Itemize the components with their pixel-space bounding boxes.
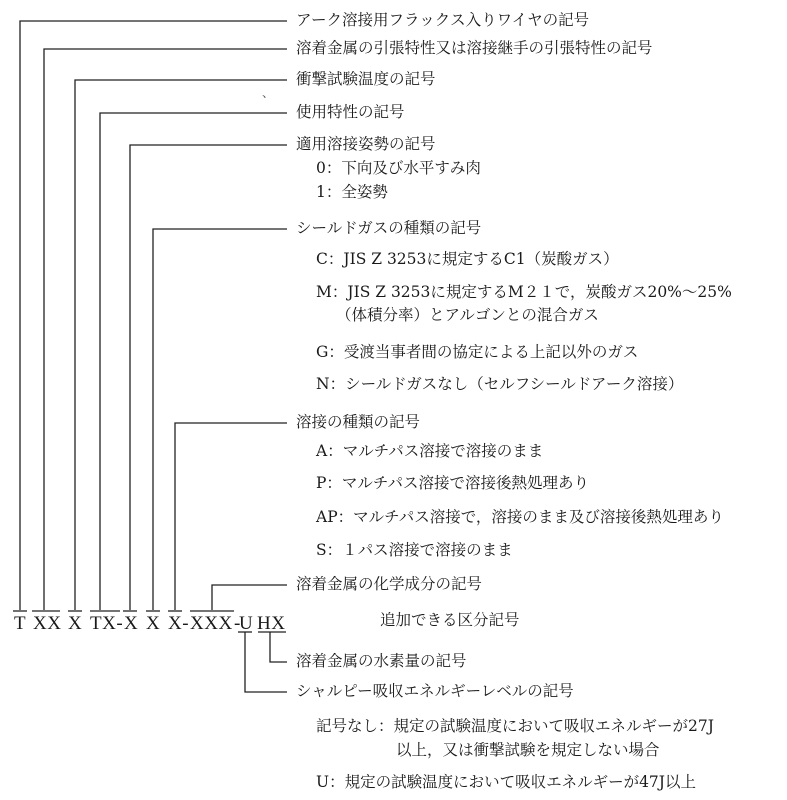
label-weld-type: 溶接の種類の記号 <box>296 413 421 431</box>
leader-tensile <box>44 49 287 610</box>
code-dash: - <box>234 613 241 634</box>
code-tx: TX- <box>90 613 124 634</box>
code-x4: X- <box>168 613 190 634</box>
code-u: U <box>239 613 254 634</box>
weld-option-ap: AP：マルチパス溶接で，溶接のまま及び溶接後熱処理あり <box>316 508 724 526</box>
charpy-option-none-2: 以上，又は衝撃試験を規定しない場合 <box>396 741 660 759</box>
leader-hydrogen <box>270 632 287 662</box>
leader-chem <box>212 585 287 610</box>
code-hx: HX <box>257 613 286 634</box>
weld-option-s: S：１パス溶接で溶接のまま <box>316 541 513 559</box>
weld-option-a: A：マルチパス溶接で溶接のまま <box>316 442 544 460</box>
leader-usability <box>100 113 287 610</box>
position-option-1: 1：全姿勢 <box>316 183 388 201</box>
code-x2: X <box>124 613 139 634</box>
label-position: 適用溶接姿勢の記号 <box>296 135 436 153</box>
stray-mark: 、 <box>262 86 275 100</box>
gas-option-c: C：JIS Z 3253に規定するC1（炭酸ガス） <box>316 250 619 268</box>
label-charpy: シャルピー吸収エネルギーレベルの記号 <box>296 682 574 700</box>
label-impact-temp: 衝撃試験温度の記号 <box>296 70 436 88</box>
leader-shield-gas <box>153 229 287 610</box>
code-xx: XX <box>33 613 62 634</box>
leader-weld-type <box>175 423 287 610</box>
label-additional: 追加できる区分記号 <box>380 611 520 629</box>
charpy-option-none-1: 記号なし：規定の試験温度において吸収エネルギーが27J <box>316 717 714 735</box>
weld-option-p: P：マルチパス溶接で溶接後熱処理あり <box>316 474 590 492</box>
label-usability: 使用特性の記号 <box>296 103 405 121</box>
code-t: T <box>14 613 27 634</box>
charpy-option-u: U：規定の試験温度において吸収エネルギーが47J以上 <box>316 773 697 791</box>
label-shield-gas: シールドガスの種類の記号 <box>296 219 482 237</box>
code-x1: X <box>68 613 83 634</box>
label-tensile: 溶着金属の引張特性又は溶接継手の引張特性の記号 <box>296 39 653 57</box>
label-flux-wire: アーク溶接用フラックス入りワイヤの記号 <box>296 11 590 29</box>
code-xxx: XXX <box>190 613 233 634</box>
leader-impact-temp <box>75 80 287 610</box>
label-hydrogen: 溶着金属の水素量の記号 <box>296 652 467 670</box>
gas-option-n: N：シールドガスなし（セルフシールドアーク溶接） <box>316 375 684 393</box>
gas-option-m1: M：JIS Z 3253に規定するM２１で，炭酸ガス20%～25% <box>316 283 732 301</box>
gas-option-g: G：受渡当事者間の協定による上記以外のガス <box>316 343 639 361</box>
position-option-0: 0：下向及び水平すみ肉 <box>316 159 481 177</box>
label-chem: 溶着金属の化学成分の記号 <box>296 575 483 593</box>
code-x3: X <box>146 613 161 634</box>
gas-option-m2: （体積分率）とアルゴンとの混合ガス <box>336 306 599 324</box>
